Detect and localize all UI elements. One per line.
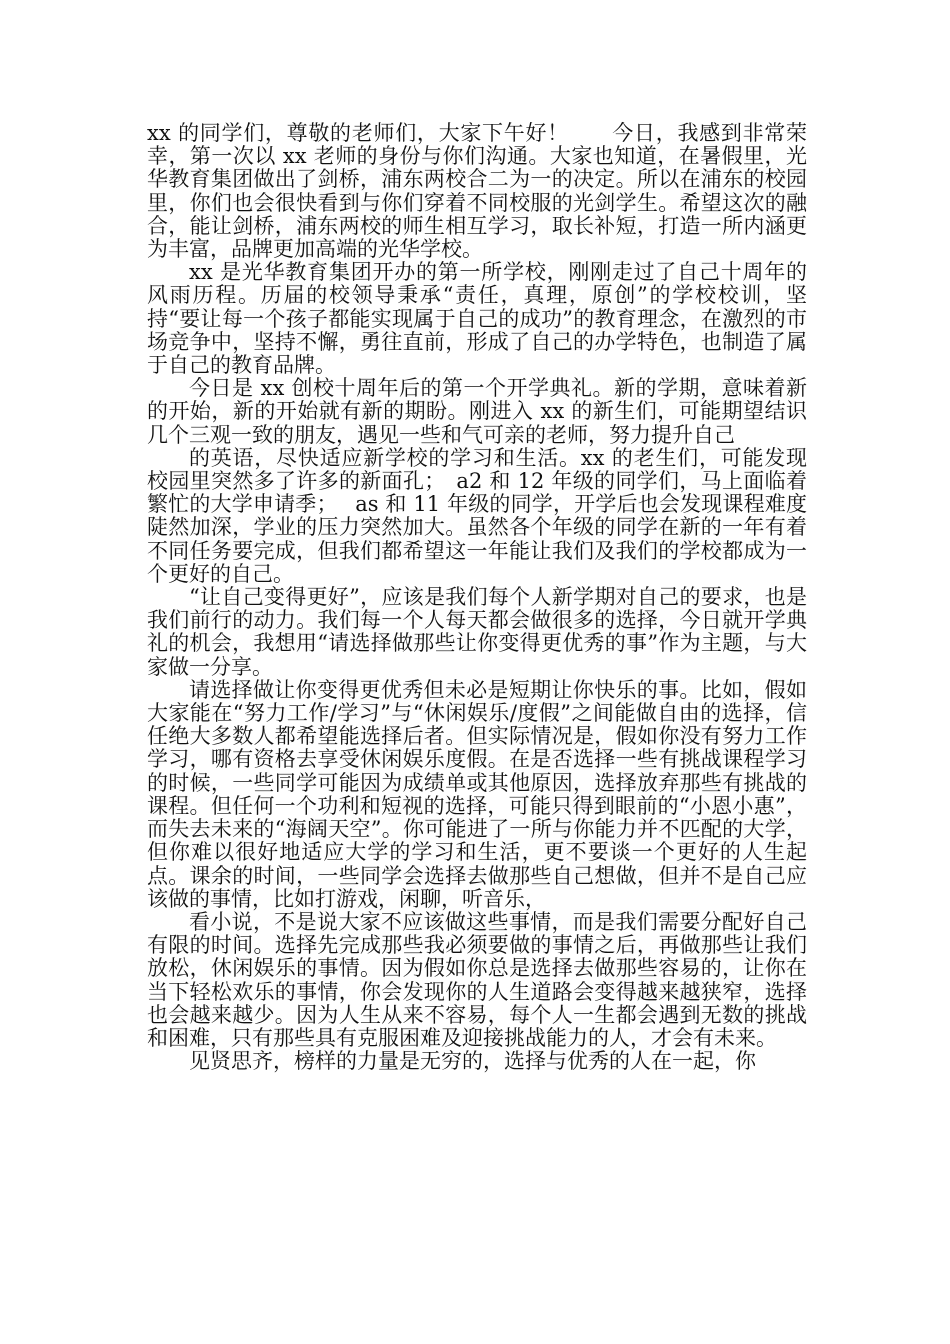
paragraph-5: “让自己变得更好”，应该是我们每个人新学期对自己的要求，也是我们前行的动力。我们每一个人每天都会做很多的选择，今日就开学典礼的机会，我想用“请选择做那些让你变得更优秀的事”作为主题，与大家做一分享。: [147, 585, 807, 679]
document-body: [147, 122, 807, 1073]
paragraph-1: xx 的同学们，尊敬的老师们，大家下午好！ 今日，我感到非常荣幸，第一次以 xx 老师的身份与你们沟通。大家也知道，在暑假里，光华教育集团做出了剑桥，浦东两校合二为一的决定。所以在浦东的校园里，你们也会很快看到与你们穿着不同校服的光剑学生。希望这次的融合，能让剑桥，浦东两校的师生相互学习，取长补短，打造一所内涵更为丰富，品牌更加高端的光华学校。: [147, 121, 807, 262]
paragraph-7: 看小说，不是说大家不应该做这些事情，而是我们需要分配好自己有限的时间。选择先完成那些我必须要做的事情之后，再做那些让我们放松，休闲娱乐的事情。因为假如你总是选择去做那些容易的，让你在当下轻松欢乐的事情，你会发现你的人生道路会变得越来越狭窄，选择也会越来越少。因为人生从来不容易，每个人一生都会遇到无数的挑战和困难，只有那些具有克服困难及迎接挑战能力的人，才会有未来。: [147, 909, 807, 1050]
paragraph-2: xx 是光华教育集团开办的第一所学校，刚刚走过了自己十周年的风雨历程。历届的校领导秉承“责任，真理，原创”的学校校训，坚持“要让每一个孩子都能实现属于自己的成功”的教育理念，在激烈的市场竞争中，坚持不懈，勇往直前，形成了自己的办学特色，也制造了属于自己的教育品牌。: [147, 260, 807, 378]
paragraph-3: 今日是 xx 创校十周年后的第一个开学典礼。新的学期，意味着新的开始，新的开始就有新的期盼。刚进入 xx 的新生们，可能期望结识几个三观一致的朋友，遇见一些和气可亲的老师，努力提升自己: [147, 376, 807, 447]
paragraph-8: 见贤思齐，榜样的力量是无穷的，选择与优秀的人在一起，你: [189, 1049, 756, 1074]
paragraph-4: 的英语，尽快适应新学校的学习和生活。xx 的老生们，可能发现校园里突然多了许多的新面孔； a2 和 12 年级的同学们，马上面临着繁忙的大学申请季； as 和 11 年级的同学，开学后也会发现课程难度陡然加深，学业的压力突然加大。虽然各个年级的同学在新的一年有着不同任务要完成，但我们都希望这一年能让我们及我们的学校都成为一个更好的自己。: [147, 445, 807, 586]
paragraph-6: 请选择做让你变得更优秀但未必是短期让你快乐的事。比如，假如大家能在“努力工作/学习”与“休闲娱乐/度假”之间能做自由的选择，信任绝大多数人都希望能选择后者。但实际情况是，假如你没有努力工作学习，哪有资格去享受休闲娱乐度假。在是否选择一些有挑战课程学习的时候，一些同学可能因为成绩单或其他原因，选择放弃那些有挑战的课程。但任何一个功利和短视的选择，可能只得到眼前的“小恩小惠”，而失去未来的“海阔天空”。你可能进了一所与你能力并不匹配的大学，但你难以很好地适应大学的学习和生活，更不要谈一个更好的人生起点。课余的时间，一些同学会选择去做那些自己想做，但并不是自己应该做的事情，比如打游戏，闲聊，听音乐，: [147, 677, 807, 911]
